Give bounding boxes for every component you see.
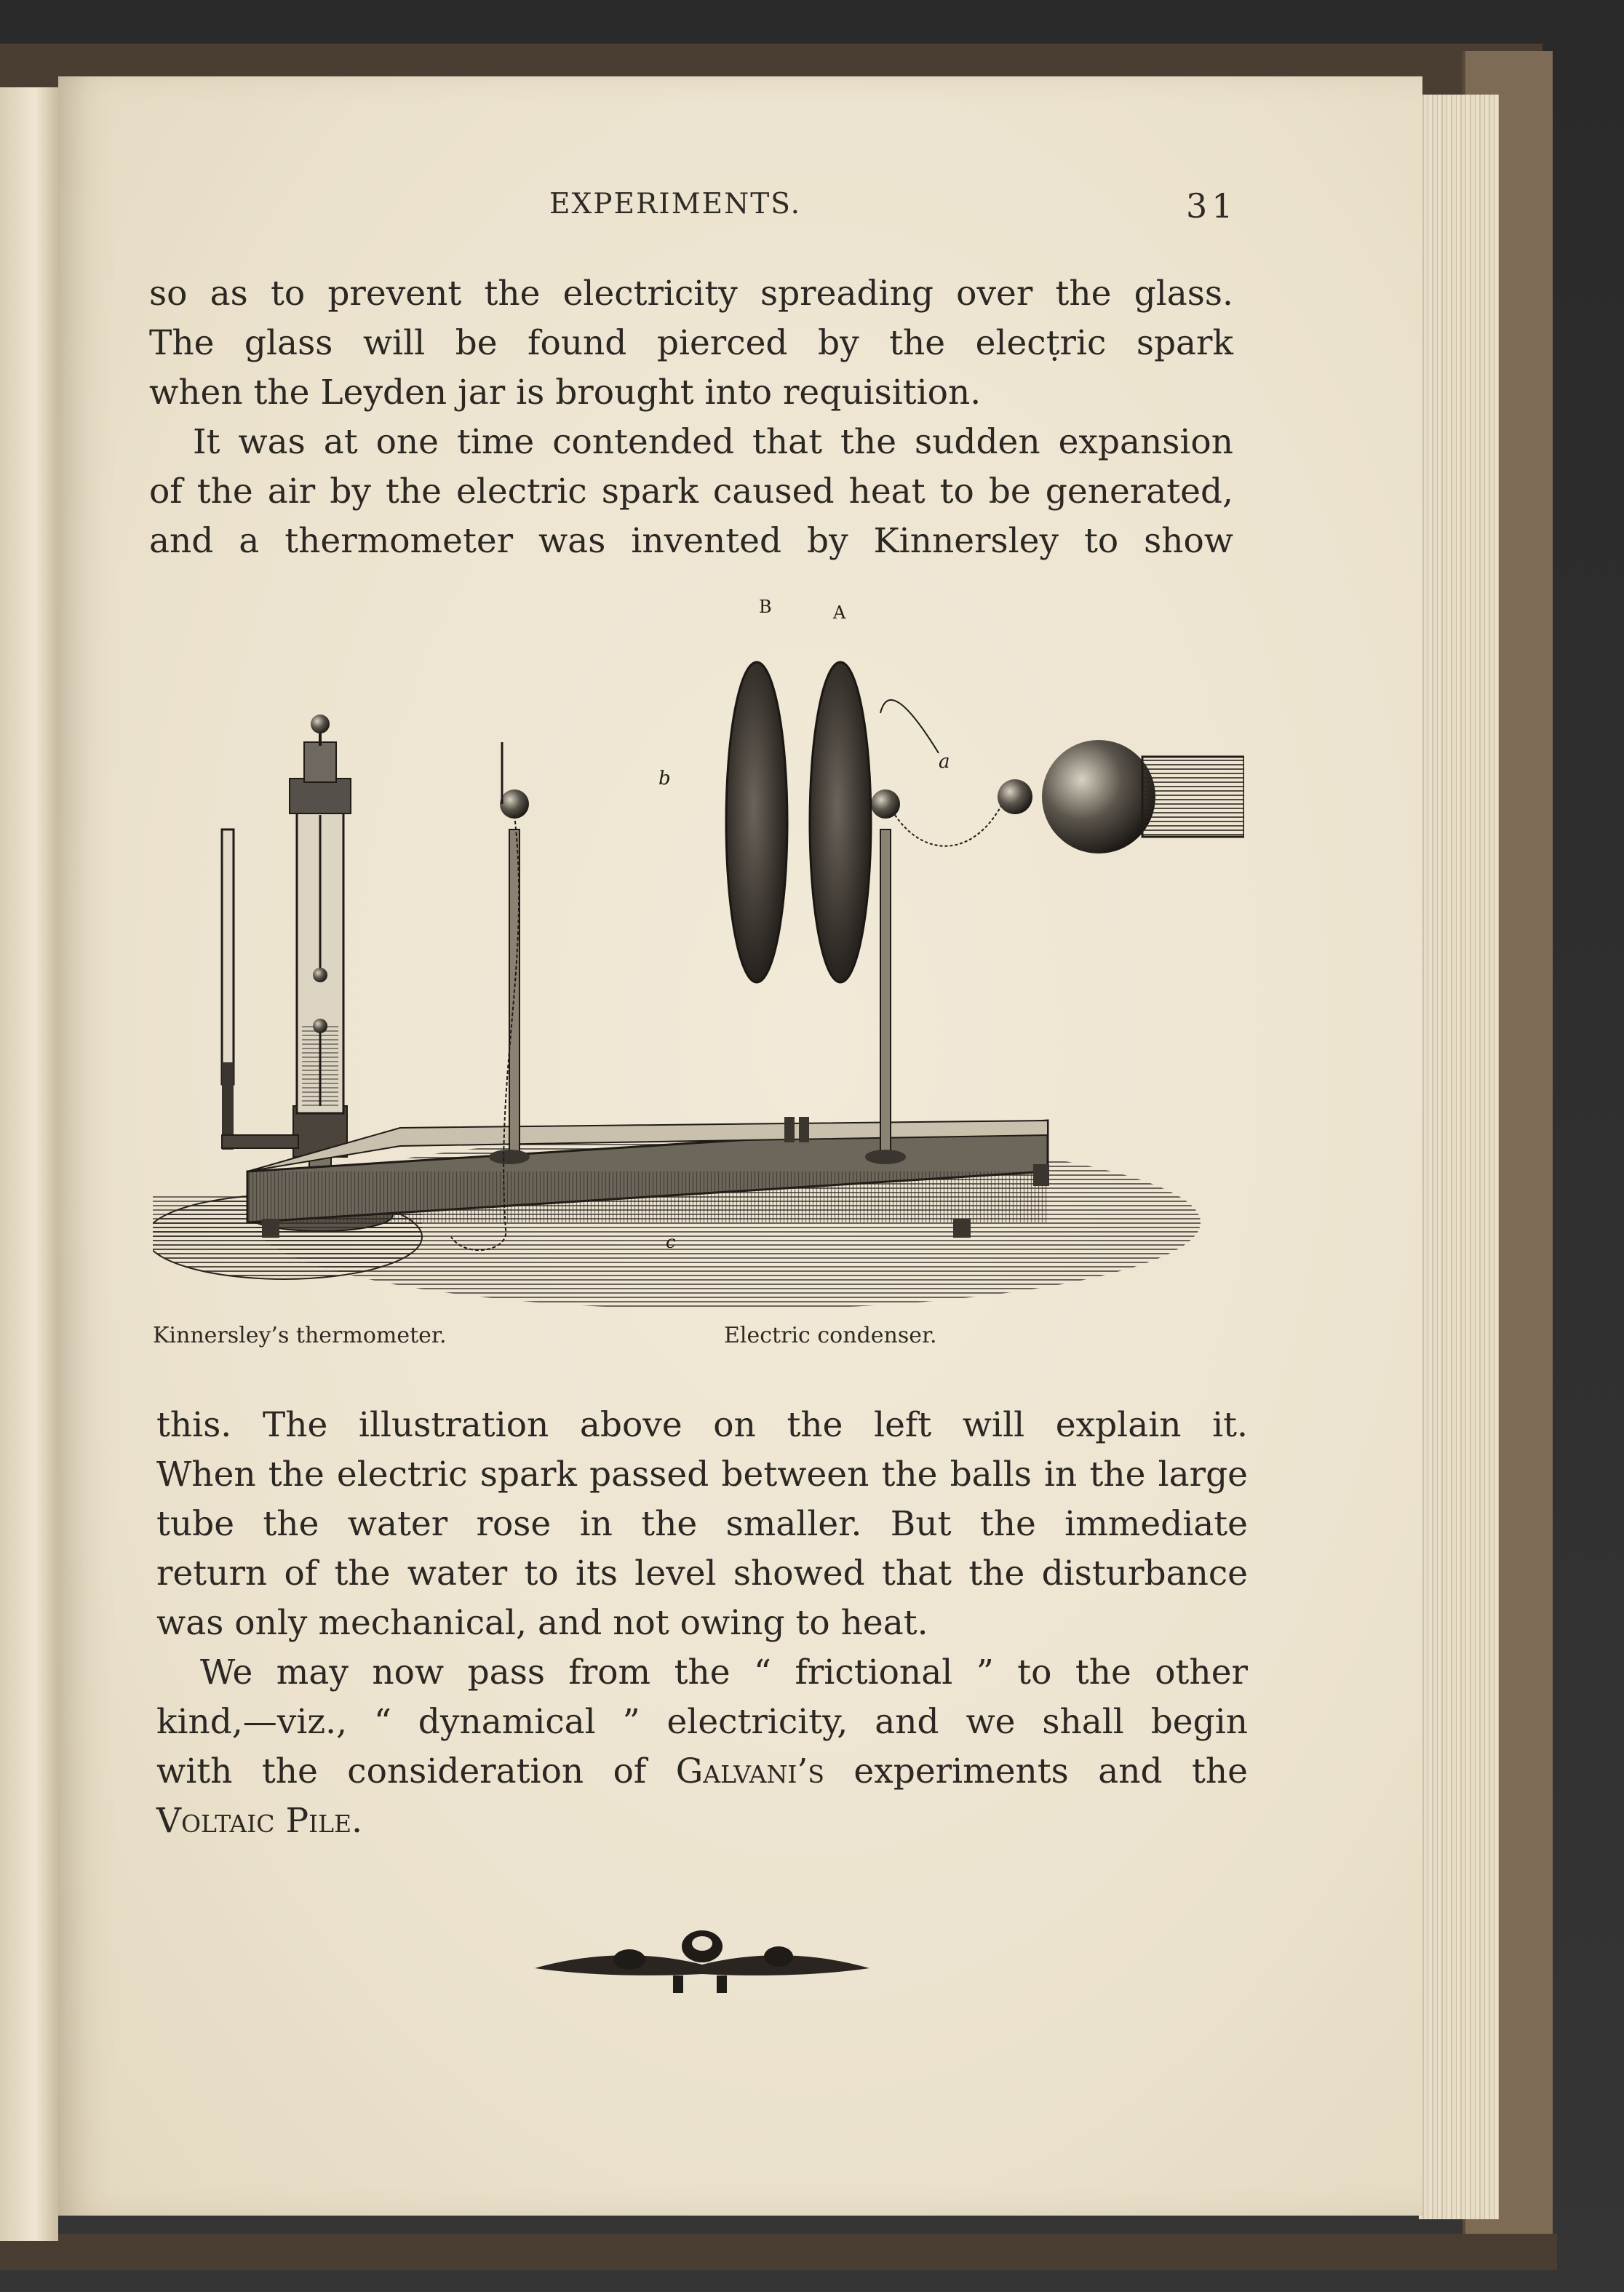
- text-line: this. The illustration above on the left will explain it.: [156, 1405, 1248, 1445]
- left-page-edge: [0, 87, 58, 2241]
- text-line: was only mechanical, and not owing to heat.: [156, 1603, 928, 1643]
- tailpiece-ornament: [528, 1925, 877, 1997]
- text-line: tube the water rose in the smaller. But the immediate: [156, 1504, 1248, 1544]
- caption-thermometer: Kinnersley’s thermometer.: [153, 1323, 447, 1348]
- paragraph-2: [149, 418, 1233, 566]
- book-cover-bottom: [0, 2234, 1557, 2270]
- paragraph-1: [149, 269, 1233, 418]
- text-segment: experiments and the: [824, 1751, 1248, 1791]
- page-stack-edge: [1419, 95, 1499, 2219]
- paragraph-4: [156, 1648, 1248, 1846]
- label-c-lower: c: [666, 1232, 676, 1252]
- text-line: of the air by the electric spark caused heat to be generated,: [149, 471, 1233, 512]
- text-line: and a thermometer was invented by Kinnersley to show: [149, 521, 1233, 561]
- text-line: The glass will be found pierced by the elecṭric spark: [149, 323, 1233, 363]
- voltaic-pile-title: Voltaic Pile.: [156, 1801, 363, 1841]
- paragraph-3: [156, 1401, 1248, 1648]
- text-line: kind,—viz., “ dynamical ” electricity, and we shall begin: [156, 1702, 1248, 1742]
- engraving-illustration: [153, 597, 1244, 1332]
- text-line: return of the water to its level showed that the disturbance: [156, 1553, 1248, 1593]
- text-line: It was at one time contended that the sudden expansion: [193, 422, 1233, 462]
- label-b-lower: b: [658, 768, 671, 789]
- text-line: so as to prevent the electricity spreading over the glass.: [149, 274, 1233, 314]
- text-segment: with the consideration of: [156, 1751, 676, 1791]
- label-b-upper: B: [759, 597, 772, 617]
- text-line: We may now pass from the “ frictional ” to the other: [200, 1652, 1248, 1692]
- disc-b: [726, 662, 787, 982]
- disc-a: [810, 662, 871, 982]
- galvani-name: Galvani’s: [675, 1751, 824, 1791]
- label-a-lower: a: [939, 751, 950, 773]
- text-line: [156, 1747, 1248, 1796]
- condenser-drawing: [247, 662, 1244, 1310]
- label-a-upper: A: [833, 602, 846, 623]
- caption-condenser: Electric condenser.: [724, 1323, 937, 1348]
- page-number: 31: [1186, 186, 1238, 226]
- running-head: EXPERIMENTS.: [549, 188, 801, 220]
- text-line: when the Leyden jar is brought into requisition.: [149, 373, 982, 413]
- text-line: When the electric spark passed between the balls in the large: [156, 1455, 1248, 1495]
